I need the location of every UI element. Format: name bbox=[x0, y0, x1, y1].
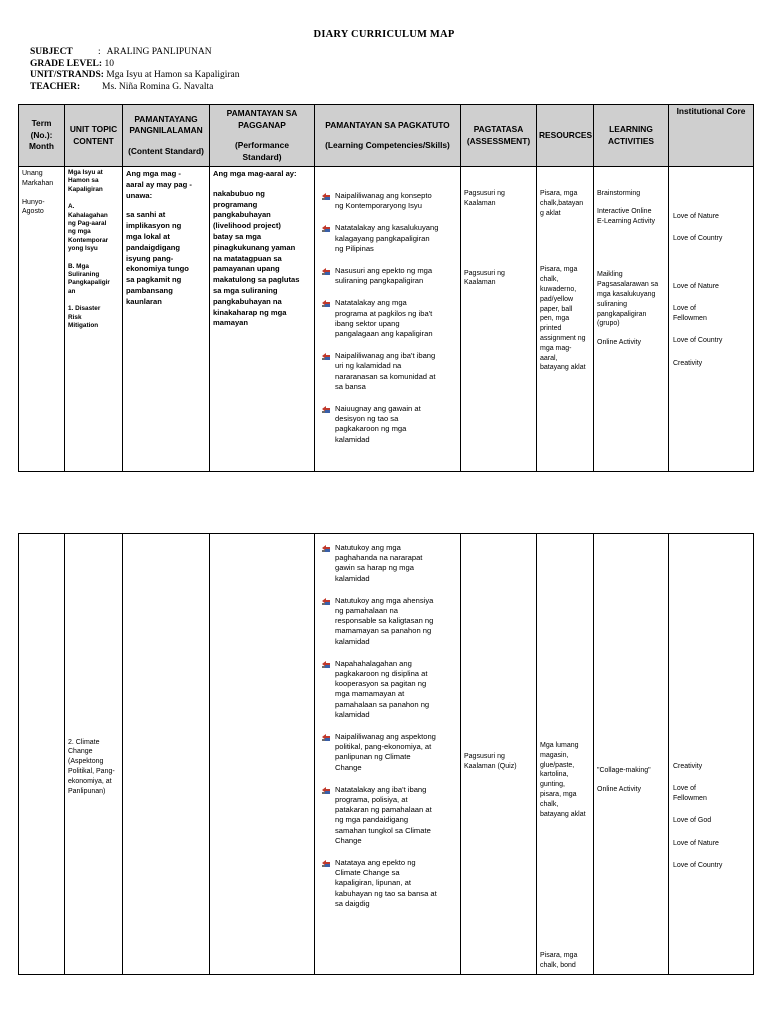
core-value: Love of Nature bbox=[673, 283, 719, 291]
text-line: mga lokal at bbox=[126, 231, 170, 241]
text-line: mamayan bbox=[213, 318, 249, 328]
header-unit-topic bbox=[65, 105, 123, 167]
header-assessment bbox=[461, 105, 537, 167]
text-line: PANGNILALAMAN bbox=[129, 125, 203, 136]
curriculum-table-1 bbox=[18, 104, 754, 472]
text-line: programang bbox=[213, 199, 258, 209]
text-line: Hamon sa bbox=[68, 177, 99, 185]
text-line: Pagsusuri ng bbox=[464, 753, 505, 760]
text-line: Kaalaman bbox=[464, 279, 496, 287]
text-line: PAGTATASA bbox=[473, 124, 524, 134]
competency-line: sa bansa bbox=[335, 381, 366, 391]
assessment-item bbox=[464, 269, 533, 289]
competency-line: Natatalakay ang iba't ibang bbox=[335, 784, 427, 794]
text-line: pangkabuhayan bbox=[213, 210, 271, 220]
competency-line: pamahalaan sa panahon ng bbox=[335, 699, 430, 709]
text-line: Kaalaman (Quiz) bbox=[464, 762, 517, 770]
competency-line: programa, polisiya, at bbox=[335, 795, 408, 805]
bullet-arrow-icon bbox=[321, 192, 331, 201]
document-title: DIARY CURRICULUM MAP bbox=[313, 29, 455, 40]
meta-key: TEACHER: bbox=[30, 81, 81, 92]
text-line: ACTIVITIES bbox=[607, 135, 655, 146]
text-line: implikasyon ng bbox=[126, 221, 182, 231]
core-value: Love of Country bbox=[673, 861, 723, 869]
line-spacer bbox=[22, 189, 61, 198]
text-line: yong Isyu bbox=[68, 245, 98, 253]
spacer bbox=[597, 776, 665, 785]
text-line: (Performance bbox=[235, 140, 289, 150]
competency-line: pangalagaan ang kapaligiran bbox=[335, 329, 433, 339]
text-line: Panlipunan) bbox=[68, 787, 106, 795]
text-line: Pisara, mga bbox=[540, 266, 578, 274]
core-value: Love of Nature bbox=[673, 839, 719, 847]
header-performance-standard bbox=[210, 105, 315, 167]
competency-item bbox=[318, 785, 457, 846]
text-line: Online Activity bbox=[597, 785, 641, 793]
text-line: pangkabuhayan na bbox=[213, 296, 282, 306]
competency-line: Natatalakay ang kasalukuyang bbox=[335, 223, 439, 233]
bullet-arrow-icon bbox=[321, 267, 331, 276]
competency-line: kalamidad bbox=[335, 434, 370, 444]
curriculum-table-2 bbox=[18, 533, 754, 975]
text-line: batay sa mga bbox=[213, 231, 262, 241]
text-line: pamayanan upang bbox=[213, 264, 280, 274]
core-value: Creativity bbox=[673, 359, 703, 367]
competency-line: paghahanda na nararapat bbox=[335, 553, 423, 563]
text-line: Ang mga mag-aaral ay: bbox=[213, 169, 297, 178]
table-row bbox=[19, 534, 754, 975]
text-line: makatulong sa paglutas bbox=[213, 275, 300, 285]
line-spacer bbox=[68, 194, 119, 203]
text-line: PAMANTAYAN SA PAGKATUTO bbox=[325, 119, 450, 130]
bullet-arrow-icon bbox=[321, 733, 331, 742]
competency-line: mga mamamayan at bbox=[335, 689, 405, 699]
competency-line: ng Pilipinas bbox=[335, 243, 374, 253]
core-value: Love of Nature bbox=[673, 213, 719, 220]
line-spacer bbox=[68, 296, 119, 305]
resources-item bbox=[540, 951, 577, 971]
text-line: nakabubuo ng bbox=[213, 188, 265, 198]
text-line: E-Learning Activity bbox=[597, 217, 655, 225]
text-line: pisara, mga bbox=[540, 790, 577, 798]
competency-line: kabuhayan ng tao sa bansa at bbox=[335, 888, 437, 898]
assessment-item bbox=[464, 189, 533, 209]
text-line: Hunyo- bbox=[22, 198, 45, 206]
competency-item bbox=[318, 404, 457, 445]
text-line: Pagsasalarawan sa bbox=[597, 281, 659, 289]
bullet-arrow-icon bbox=[321, 660, 331, 669]
text-line: gunting, bbox=[540, 781, 565, 789]
competency-line: nararanasan sa komunidad at bbox=[335, 371, 436, 381]
line-spacer bbox=[212, 131, 312, 140]
competency-line: Naipaliliwanag ang aspektong bbox=[335, 732, 436, 742]
core-values-cell bbox=[669, 534, 754, 975]
text-line: kuwaderno, bbox=[540, 285, 577, 293]
text-line: isyung pang- bbox=[126, 253, 174, 263]
text-line: sa sanhi at bbox=[126, 210, 166, 220]
text-line: ng mga bbox=[68, 228, 91, 236]
text-line: pen, mga bbox=[540, 315, 570, 323]
header-institutional-core bbox=[669, 105, 754, 167]
text-line: batayang aklat bbox=[540, 810, 586, 818]
resources-cell bbox=[537, 534, 594, 975]
competencies-cell bbox=[315, 534, 461, 975]
line-spacer bbox=[213, 180, 311, 189]
competency-item bbox=[318, 596, 457, 647]
table-row bbox=[19, 167, 754, 472]
spacer bbox=[540, 218, 590, 265]
competency-line: Climate Change sa bbox=[335, 868, 400, 878]
document-meta bbox=[30, 47, 240, 93]
text-line: Mga Isyu at bbox=[68, 169, 103, 176]
competency-line: Naipaliliwanag ang konsepto bbox=[335, 191, 432, 200]
competency-line: sa daigdig bbox=[335, 898, 370, 908]
competency-line: Naipaliliwanag ang iba't ibang bbox=[335, 351, 436, 361]
text-line: Mitigation bbox=[68, 322, 99, 330]
text-line: mga mag- bbox=[540, 344, 572, 352]
text-line: 1. Disaster bbox=[68, 305, 101, 313]
header-content-standard bbox=[123, 105, 210, 167]
meta-teacher bbox=[30, 82, 240, 94]
text-line: Online Activity bbox=[597, 339, 641, 347]
text-line: (Aspektong bbox=[68, 758, 104, 766]
competency-item bbox=[318, 858, 457, 909]
text-line: PAGGANAP bbox=[238, 119, 286, 130]
competency-line: ng pamahalaan na bbox=[335, 606, 398, 616]
text-line: LEARNING bbox=[609, 124, 653, 134]
text-line: pangkapaligiran bbox=[597, 310, 647, 318]
text-line: Maikling bbox=[597, 271, 623, 279]
text-line: pad/yellow bbox=[540, 295, 574, 303]
competency-line: kalagayang pangkapaligiran bbox=[335, 233, 430, 243]
competency-line: uri ng kalamidad na bbox=[335, 361, 402, 371]
meta-value: Mga Isyu at Hamon sa Kapaligiran bbox=[106, 70, 240, 80]
spacer bbox=[597, 199, 665, 207]
competency-line: pagkakaroon ng mga bbox=[335, 424, 407, 434]
text-line: Kaalaman bbox=[464, 199, 496, 207]
competency-line: Natataya ang epekto ng bbox=[335, 858, 416, 868]
text-line: glue/paste, bbox=[540, 761, 575, 769]
text-line: kinakaharap ng mga bbox=[213, 307, 287, 317]
text-line: chalk,batayan bbox=[540, 199, 584, 207]
unit-topic-cell bbox=[65, 167, 123, 472]
meta-key: GRADE LEVEL: bbox=[30, 58, 103, 69]
text-line: chalk, bbox=[540, 276, 559, 284]
competency-line: Natatalakay ang mga bbox=[335, 298, 407, 308]
performance-standard-cell bbox=[210, 167, 315, 472]
competency-line: kalamidad bbox=[335, 636, 370, 646]
meta-key: SUBJECT bbox=[30, 47, 73, 57]
text-line: Month bbox=[28, 141, 55, 152]
activities-cell bbox=[594, 534, 669, 975]
text-line: PAMANTAYANG bbox=[134, 113, 198, 124]
core-value: Love of God bbox=[673, 817, 712, 825]
competency-line: samahan tungkol sa Climate bbox=[335, 825, 431, 835]
text-line: Kapaligiran bbox=[68, 185, 103, 193]
competency-line: Nasusuri ang epekto ng mga bbox=[335, 266, 433, 276]
text-line: pinagkukunang yaman bbox=[213, 242, 296, 252]
text-line: suliraning bbox=[597, 300, 627, 308]
bullet-arrow-icon bbox=[321, 352, 331, 361]
text-line: Mga lumang bbox=[540, 742, 579, 749]
competency-line: ng Kontemporaryong Isyu bbox=[335, 201, 422, 211]
resources-item bbox=[540, 189, 590, 218]
text-line: Agosto bbox=[22, 208, 44, 216]
competency-item bbox=[318, 732, 457, 773]
core-value: Fellowmen bbox=[673, 315, 707, 323]
meta-grade bbox=[30, 59, 240, 71]
text-line: 2. Climate bbox=[68, 738, 100, 746]
text-line: Risk bbox=[68, 313, 82, 321]
core-values-cell bbox=[669, 167, 754, 472]
bullet-arrow-icon bbox=[321, 597, 331, 606]
text-line: Kahalagahan bbox=[68, 211, 108, 219]
text-line: pandaigdigang bbox=[126, 242, 180, 252]
text-line: Standard) bbox=[242, 151, 282, 162]
text-line: Pagsusuri ng bbox=[464, 269, 505, 277]
core-value: Love of bbox=[673, 785, 696, 793]
text-line: UNIT TOPIC bbox=[69, 124, 118, 134]
resources-item bbox=[540, 265, 590, 373]
text-line: (ASSESSMENT) bbox=[466, 135, 531, 146]
text-line: Unang bbox=[22, 170, 43, 177]
text-line: ekonomiya tungo bbox=[126, 264, 189, 274]
text-line: assignment ng bbox=[540, 334, 586, 342]
text-line: Pisara, mga bbox=[540, 952, 578, 959]
text-line: batayang aklat bbox=[540, 364, 586, 372]
competency-item bbox=[318, 191, 457, 211]
text-line: g aklat bbox=[540, 209, 561, 217]
competency-line: pagkakaroon ng disiplina at bbox=[335, 669, 428, 679]
activity-item bbox=[597, 338, 665, 348]
competency-line: Natutukoy ang mga bbox=[335, 543, 401, 552]
competencies-cell bbox=[315, 167, 461, 472]
text-line: pambansang bbox=[126, 285, 173, 295]
competency-line: patakaran ng pamahalaan at bbox=[335, 805, 432, 815]
header-learning-competencies bbox=[315, 105, 461, 167]
text-line: Term bbox=[31, 118, 52, 129]
bullet-arrow-icon bbox=[321, 544, 331, 553]
activities-cell bbox=[594, 167, 669, 472]
spacer bbox=[597, 226, 665, 270]
core-value: Creativity bbox=[673, 763, 703, 770]
meta-value: 10 bbox=[104, 58, 114, 69]
text-line: (Learning Competencies/Skills) bbox=[325, 140, 450, 150]
spacer bbox=[597, 329, 665, 338]
core-value: Love of Country bbox=[673, 235, 723, 243]
competency-line: Natutukoy ang mga ahensiya bbox=[335, 595, 434, 605]
text-line: Pagsusuri ng bbox=[464, 190, 505, 197]
line-spacer bbox=[317, 131, 458, 140]
text-line: (grupo) bbox=[597, 320, 620, 328]
assessment-cell bbox=[461, 534, 537, 975]
competency-line: kalamidad bbox=[335, 709, 370, 719]
bullet-arrow-icon bbox=[321, 859, 331, 868]
text-line: Ang mga mag - bbox=[126, 169, 181, 178]
competency-line: Change bbox=[335, 835, 362, 845]
text-line: B. Mga bbox=[68, 262, 89, 270]
resources-cell bbox=[537, 167, 594, 472]
line-spacer bbox=[126, 201, 206, 210]
competency-line: kooperasyon sa pagitan ng bbox=[335, 679, 427, 689]
text-line: CONTENT bbox=[73, 135, 114, 146]
text-line: Pangkapaligir bbox=[68, 279, 110, 287]
header-row bbox=[19, 105, 754, 167]
header-resources bbox=[537, 105, 594, 167]
meta-unit bbox=[30, 70, 240, 82]
text-line: Markahan bbox=[22, 179, 54, 187]
meta-key: UNIT/STRANDS: bbox=[30, 70, 104, 80]
competency-line: Naiuugnay ang gawain at bbox=[335, 404, 421, 414]
core-value: Fellowmen bbox=[673, 795, 707, 803]
activity-item bbox=[597, 207, 665, 227]
competency-line: desisyon ng tao sa bbox=[335, 414, 399, 424]
competency-item bbox=[318, 266, 457, 286]
text-line: RESOURCES bbox=[539, 129, 593, 140]
text-line: Brainstorming bbox=[597, 190, 641, 197]
content-standard-cell bbox=[123, 167, 210, 472]
competency-line: Change bbox=[335, 762, 362, 772]
activity-item bbox=[597, 766, 665, 776]
competency-line: kalamidad bbox=[335, 573, 370, 583]
competency-line: Napahahalagahan ang bbox=[335, 658, 412, 668]
content-standard-cell bbox=[123, 534, 210, 975]
competency-line: panlipunan ng Climate bbox=[335, 752, 411, 762]
bullet-arrow-icon bbox=[321, 224, 331, 233]
text-line: kartolina, bbox=[540, 771, 569, 779]
text-line: Interactive Online bbox=[597, 207, 652, 215]
bullet-arrow-icon bbox=[321, 405, 331, 414]
competency-line: mamamayan sa panahon ng bbox=[335, 626, 432, 636]
text-line: na matatagpuan sa bbox=[213, 253, 282, 263]
text-line: magasin, bbox=[540, 751, 569, 759]
text-line: an bbox=[68, 287, 76, 295]
text-line: "Collage-making" bbox=[597, 767, 651, 774]
text-line: Politikal, Pang- bbox=[68, 768, 115, 775]
text-line: (No.): bbox=[30, 129, 53, 140]
performance-standard-cell bbox=[210, 534, 315, 975]
text-line: mga kasalukuyang bbox=[597, 290, 656, 298]
resources-item bbox=[540, 741, 590, 819]
bullet-arrow-icon bbox=[321, 299, 331, 308]
text-line: sa mga suliraning bbox=[213, 285, 278, 295]
competency-line: programa at pagkilos ng iba't bbox=[335, 308, 433, 318]
header-term bbox=[19, 105, 65, 167]
meta-sep: : bbox=[98, 47, 101, 57]
text-line: PAMANTAYAN SA bbox=[226, 108, 298, 118]
meta-value: ARALING PANLIPUNAN bbox=[106, 47, 212, 57]
text-line: ng Pag-aaral bbox=[68, 220, 107, 228]
competency-item bbox=[318, 298, 457, 339]
competency-line: politikal, pang-ekonomiya, at bbox=[335, 742, 432, 752]
text-line: chalk, bbox=[540, 800, 559, 808]
competency-item bbox=[318, 223, 457, 254]
competency-line: ibang sektor upang bbox=[335, 318, 400, 328]
text-line: paper, ball bbox=[540, 305, 573, 313]
text-line: aaral ay may pag - bbox=[126, 179, 192, 189]
text-line: (Content Standard) bbox=[128, 145, 204, 156]
competency-item bbox=[318, 659, 457, 720]
term-cell bbox=[19, 534, 65, 975]
text-line: Suliraning bbox=[68, 271, 100, 279]
text-line: Kontemporar bbox=[68, 236, 109, 244]
activity-item bbox=[597, 189, 665, 199]
competency-item bbox=[318, 543, 457, 584]
line-spacer bbox=[68, 254, 119, 263]
competency-line: gawin sa harap ng mga bbox=[335, 563, 414, 573]
assessment-cell bbox=[461, 167, 537, 472]
text-line: (livelihood project) bbox=[213, 221, 281, 231]
meta-value: Ms. Niña Romina G. Navalta bbox=[102, 81, 214, 92]
activity-item bbox=[597, 270, 665, 329]
text-line: chalk, bond bbox=[540, 961, 576, 969]
text-line: Institutional Core bbox=[676, 106, 746, 116]
text-line: printed bbox=[540, 325, 562, 333]
core-value: Love of Country bbox=[673, 337, 723, 345]
term-cell bbox=[19, 167, 65, 472]
activity-item bbox=[597, 785, 665, 795]
text-line: ekonomiya, at bbox=[68, 777, 112, 785]
line-spacer bbox=[125, 137, 207, 146]
text-line: aaral, bbox=[540, 354, 558, 362]
competency-line: suliraning pangkapaligiran bbox=[335, 276, 424, 286]
assessment-item bbox=[464, 752, 533, 772]
header-learning-activities bbox=[594, 105, 669, 167]
bullet-arrow-icon bbox=[321, 786, 331, 795]
unit-topic-cell bbox=[65, 534, 123, 975]
competency-line: ng mga pandaidigang bbox=[335, 815, 409, 825]
text-line: Pisara, mga bbox=[540, 190, 578, 197]
text-line: unawa: bbox=[126, 190, 153, 200]
text-line: Change bbox=[68, 748, 93, 756]
text-line: A. bbox=[68, 203, 75, 211]
spacer bbox=[464, 209, 533, 269]
text-line: kaunlaran bbox=[126, 296, 162, 306]
competency-line: kapaligiran, lipunan, at bbox=[335, 878, 411, 888]
competency-line: responsable sa kaligtasan ng bbox=[335, 616, 434, 626]
competency-item bbox=[318, 351, 457, 392]
meta-subject bbox=[30, 47, 240, 59]
core-value: Love of bbox=[673, 305, 696, 313]
text-line: sa pagkamit ng bbox=[126, 275, 182, 285]
